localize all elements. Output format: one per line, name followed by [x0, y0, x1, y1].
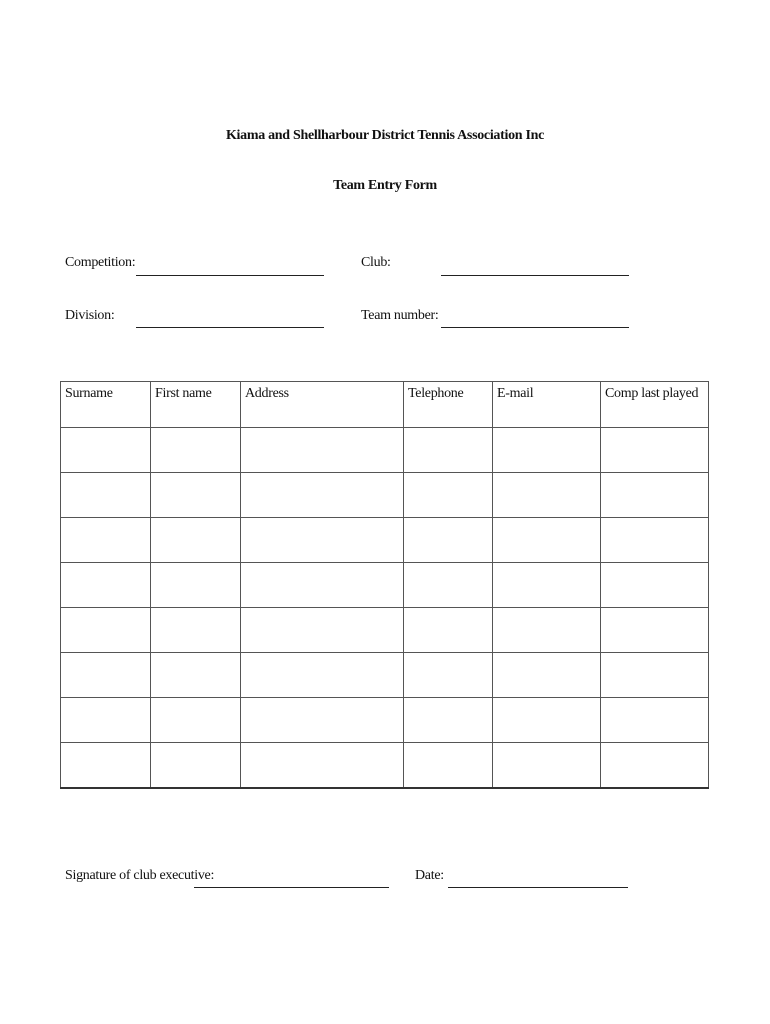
table-cell[interactable] — [601, 698, 709, 743]
club-field[interactable] — [441, 275, 629, 276]
table-cell[interactable] — [61, 563, 151, 608]
table-cell[interactable] — [241, 608, 404, 653]
table-cell[interactable] — [493, 743, 601, 789]
table-cell[interactable] — [404, 653, 493, 698]
table-cell[interactable] — [601, 428, 709, 473]
table-cell[interactable] — [601, 518, 709, 563]
table-cell[interactable] — [151, 653, 241, 698]
table-cell[interactable] — [61, 653, 151, 698]
table-cell[interactable] — [493, 653, 601, 698]
table-cell[interactable] — [493, 698, 601, 743]
column-header-surname: Surname — [61, 382, 151, 428]
table-cell[interactable] — [404, 518, 493, 563]
table-cell[interactable] — [241, 473, 404, 518]
table-cell[interactable] — [241, 698, 404, 743]
table-row — [61, 698, 709, 743]
column-header-first-name: First name — [151, 382, 241, 428]
table-cell[interactable] — [493, 608, 601, 653]
table-cell[interactable] — [151, 743, 241, 789]
table-cell[interactable] — [241, 428, 404, 473]
table-cell[interactable] — [601, 653, 709, 698]
column-header-address: Address — [241, 382, 404, 428]
table-cell[interactable] — [601, 563, 709, 608]
table-cell[interactable] — [493, 518, 601, 563]
table-cell[interactable] — [493, 563, 601, 608]
column-header-telephone: Telephone — [404, 382, 493, 428]
club-label: Club: — [361, 255, 391, 270]
table-cell[interactable] — [151, 473, 241, 518]
table-cell[interactable] — [151, 563, 241, 608]
table-cell[interactable] — [241, 653, 404, 698]
date-label: Date: — [415, 868, 444, 883]
column-header-email: E-mail — [493, 382, 601, 428]
table-cell[interactable] — [61, 743, 151, 789]
table-cell[interactable] — [404, 698, 493, 743]
date-field[interactable] — [448, 887, 628, 888]
table-cell[interactable] — [493, 473, 601, 518]
table-row — [61, 653, 709, 698]
table-cell[interactable] — [151, 428, 241, 473]
table-cell[interactable] — [61, 698, 151, 743]
table-cell[interactable] — [61, 518, 151, 563]
competition-field[interactable] — [136, 275, 324, 276]
table-cell[interactable] — [601, 743, 709, 789]
table-cell[interactable] — [61, 608, 151, 653]
table-row — [61, 743, 709, 789]
table-body — [61, 428, 709, 789]
division-label: Division: — [65, 308, 115, 323]
table-cell[interactable] — [241, 563, 404, 608]
table-cell[interactable] — [151, 518, 241, 563]
team-number-field[interactable] — [441, 327, 629, 328]
signature-label: Signature of club executive: — [65, 868, 215, 883]
column-header-comp-last-played: Comp last played — [601, 382, 709, 428]
form-title: Team Entry Form — [333, 178, 437, 193]
table-cell[interactable] — [61, 473, 151, 518]
team-entry-table — [60, 381, 709, 789]
table-cell[interactable] — [151, 608, 241, 653]
team-number-label: Team number: — [361, 308, 439, 323]
table-row — [61, 428, 709, 473]
table-header-row — [61, 382, 709, 428]
table-cell[interactable] — [241, 743, 404, 789]
competition-label: Competition: — [65, 255, 136, 270]
table-cell[interactable] — [404, 473, 493, 518]
table-cell[interactable] — [601, 608, 709, 653]
table-cell[interactable] — [404, 743, 493, 789]
division-field[interactable] — [136, 327, 324, 328]
organization-title: Kiama and Shellharbour District Tennis Association Inc — [225, 128, 545, 143]
table-cell[interactable] — [601, 473, 709, 518]
table-cell[interactable] — [404, 563, 493, 608]
table-row — [61, 608, 709, 653]
table-cell[interactable] — [493, 428, 601, 473]
table-row — [61, 563, 709, 608]
table-cell[interactable] — [241, 518, 404, 563]
table-row — [61, 473, 709, 518]
table-cell[interactable] — [404, 608, 493, 653]
table-row — [61, 518, 709, 563]
signature-field[interactable] — [194, 887, 389, 888]
table-cell[interactable] — [404, 428, 493, 473]
table-cell[interactable] — [151, 698, 241, 743]
table-cell[interactable] — [61, 428, 151, 473]
